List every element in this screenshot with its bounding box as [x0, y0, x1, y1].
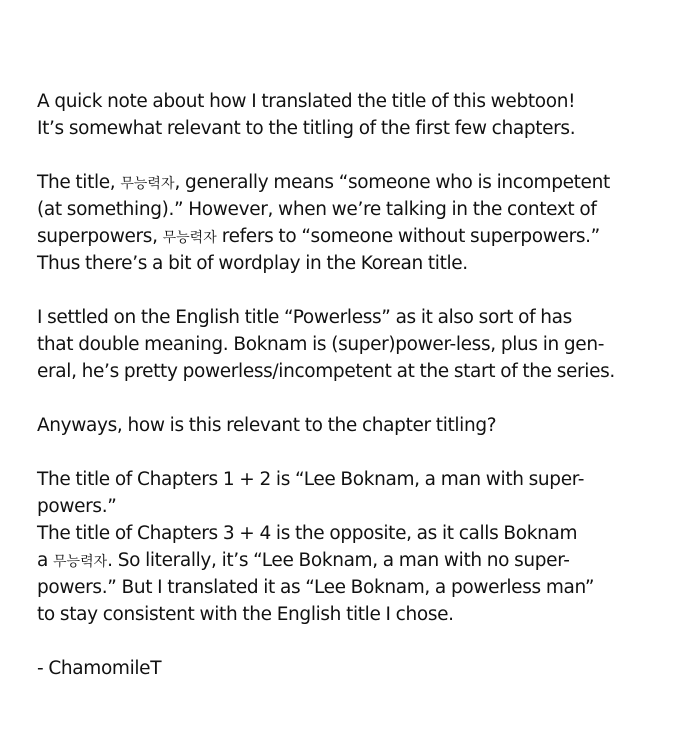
note-paragraph [37, 466, 677, 628]
note-line [37, 169, 677, 196]
note-line [37, 601, 677, 628]
text-segment: Thus there’s a bit of wordplay in the Korean title. [37, 253, 468, 274]
text-segment: I settled on the English title “Powerless” as it also sort of has [37, 307, 572, 328]
note-line [37, 331, 677, 358]
text-segment: (at something).” However, when we’re talking in the context of [37, 199, 597, 220]
text-segment: to stay consistent with the English title I chose. [37, 604, 454, 625]
note-line [37, 547, 677, 574]
note-line [37, 250, 677, 277]
note-line [37, 196, 677, 223]
text-segment: The title of Chapters 1 + 2 is “Lee Boknam, a man with super- [37, 469, 585, 490]
note-line [37, 412, 677, 439]
text-segment: that double meaning. Boknam is (super)power-less, plus in gen- [37, 334, 605, 355]
text-segment: The title, [37, 172, 121, 193]
text-segment: a [37, 550, 54, 571]
note-line [37, 223, 677, 250]
text-segment: eral, he’s pretty powerless/incompetent at the start of the series. [37, 361, 615, 382]
korean-title-term: 무능력자 [53, 554, 108, 570]
korean-title-term: 무능력자 [162, 230, 217, 246]
text-segment: superpowers, [37, 226, 163, 247]
korean-title-term: 무능력자 [120, 176, 175, 192]
note-paragraph [37, 169, 677, 277]
text-segment: . So literally, it’s “Lee Boknam, a man with no super- [107, 550, 570, 571]
note-line [37, 358, 677, 385]
note-line [37, 520, 677, 547]
text-segment: A quick note about how I translated the title of this webtoon! [37, 91, 576, 112]
note-line [37, 493, 677, 520]
text-segment: , generally means “someone who is incompetent [174, 172, 610, 193]
note-paragraph [37, 304, 677, 385]
note-line [37, 655, 677, 682]
note-line [37, 88, 677, 115]
note-line [37, 466, 677, 493]
note-paragraph [37, 88, 677, 142]
note-line [37, 115, 677, 142]
text-segment: powers.” [37, 496, 117, 517]
text-segment: - ChamomileT [37, 658, 162, 679]
note-line [37, 304, 677, 331]
text-segment: It’s somewhat relevant to the titling of the first few chapters. [37, 118, 576, 139]
translator-note [37, 88, 677, 709]
text-segment: powers.” But I translated it as “Lee Boknam, a powerless man” [37, 577, 595, 598]
note-paragraph [37, 412, 677, 439]
note-paragraph [37, 655, 677, 682]
text-segment: refers to “someone without superpowers.” [216, 226, 600, 247]
text-segment: Anyways, how is this relevant to the chapter titling? [37, 415, 497, 436]
note-line [37, 574, 677, 601]
text-segment: The title of Chapters 3 + 4 is the opposite, as it calls Boknam [37, 523, 578, 544]
